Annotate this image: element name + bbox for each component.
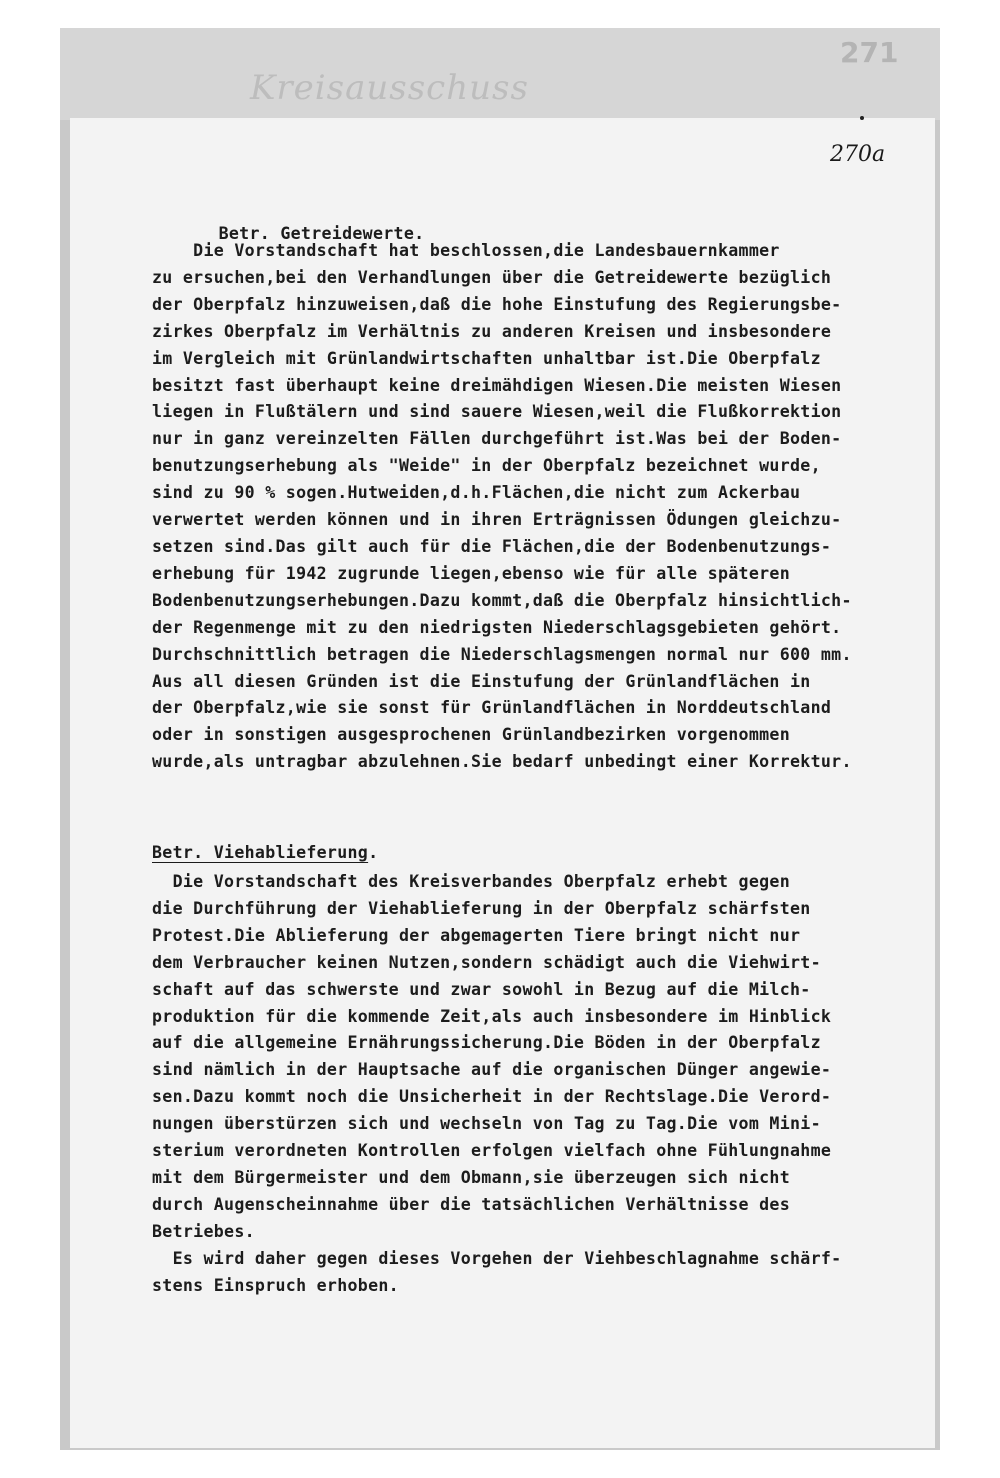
text-line: der Oberpfalz hinzuweisen,daß die hohe Einstufung des Regierungsbe-	[152, 294, 842, 314]
section-body-viehablieferung	[152, 869, 841, 1300]
text-line: sind nämlich in der Hauptsache auf die organischen Dünger angewie-	[152, 1060, 832, 1080]
text-line: wurde,als untragbar abzulehnen.Sie bedarf unbedingt einer Korrektur.	[152, 752, 852, 772]
text-line: liegen in Flußtälern und sind sauere Wiesen,weil die Flußkorrektion	[152, 402, 842, 422]
section-heading-viehablieferung	[152, 843, 378, 862]
ink-dot	[860, 116, 864, 120]
text-line: die Durchführung der Viehablieferung in der Oberpfalz schärfsten	[152, 898, 811, 918]
text-line: Aus all diesen Gründen ist die Einstufung der Grünlandflächen in	[152, 671, 811, 691]
page-number: 270a	[830, 142, 886, 167]
faint-handwritten-note: Kreisausschuss	[250, 68, 529, 108]
text-line: Betriebes.	[152, 1221, 255, 1241]
text-line: Bodenbenutzungserhebungen.Dazu kommt,daß die Oberpfalz hinsichtlich-	[152, 590, 852, 610]
text-line: nungen überstürzen sich und wechseln von Tag zu Tag.Die vom Mini-	[152, 1114, 821, 1134]
text-line: oder in sonstigen ausgesprochenen Grünlandbezirken vorgenommen	[152, 725, 790, 745]
text-line: der Regenmenge mit zu den niedrigsten Niederschlagsgebieten gehört.	[152, 617, 842, 637]
text-line: mit dem Bürgermeister und dem Obmann,sie überzeugen sich nicht	[152, 1167, 790, 1187]
text-line: im Vergleich mit Grünlandwirtschaften unhaltbar ist.Die Oberpfalz	[152, 348, 821, 368]
text-line: zirkes Oberpfalz im Verhältnis zu anderen Kreisen und insbesondere	[152, 321, 832, 341]
text-line: Es wird daher gegen dieses Vorgehen der Viehbeschlagnahme schärf-	[152, 1248, 842, 1268]
text-line: auf die allgemeine Ernährungssicherung.Die Böden in der Oberpfalz	[152, 1033, 821, 1053]
text-line: sind zu 90 % sogen.Hutweiden,d.h.Flächen,die nicht zum Ackerbau	[152, 483, 801, 503]
text-line: sen.Dazu kommt noch die Unsicherheit in der Rechtslage.Die Verord-	[152, 1087, 832, 1107]
section2-heading-text: Betr. Viehablieferung	[152, 843, 369, 862]
text-line: durch Augenscheinnahme über die tatsächlichen Verhältnisse des	[152, 1194, 790, 1214]
text-line: nur in ganz vereinzelten Fällen durchgeführt ist.Was bei der Boden-	[152, 429, 842, 449]
text-line: sterium verordneten Kontrollen erfolgen vielfach ohne Fühlungnahme	[152, 1141, 832, 1161]
text-line: benutzungserhebung als "Weide" in der Oberpfalz bezeichnet wurde,	[152, 456, 821, 476]
text-line: stens Einspruch erhoben.	[152, 1275, 399, 1295]
section1-heading-text: Betr. Getreidewerte.	[218, 224, 425, 243]
text-line: Protest.Die Ablieferung der abgemagerten Tiere bringt nicht nur	[152, 925, 801, 945]
text-line: setzen sind.Das gilt auch für die Flächen,die der Bodenbenutzungs-	[152, 536, 832, 556]
text-line: Durchschnittlich betragen die Niederschlagsmengen normal nur 600 mm.	[152, 644, 852, 664]
text-line: verwertet werden können und in ihren Erträgnissen Ödungen gleichzu-	[152, 510, 842, 530]
section-body-getreidewerte	[152, 238, 852, 776]
text-line: erhebung für 1942 zugrunde liegen,ebenso wie für alle späteren	[152, 563, 790, 583]
text-line: dem Verbraucher keinen Nutzen,sondern schädigt auch die Viehwirt-	[152, 952, 821, 972]
text-line: besitzt fast überhaupt keine dreimähdigen Wiesen.Die meisten Wiesen	[152, 375, 842, 395]
section2-heading-suffix: .	[368, 843, 379, 862]
text-line: zu ersuchen,bei den Verhandlungen über die Getreidewerte bezüglich	[152, 267, 832, 287]
faint-page-number: 271	[840, 36, 899, 69]
text-line: Die Vorstandschaft des Kreisverbandes Oberpfalz erhebt gegen	[152, 872, 790, 891]
text-line: produktion für die kommende Zeit,als auch insbesondere im Hinblick	[152, 1006, 832, 1026]
text-line: der Oberpfalz,wie sie sonst für Grünlandflächen in Norddeutschland	[152, 698, 832, 718]
text-line: schaft auf das schwerste und zwar sowohl in Bezug auf die Milch-	[152, 979, 811, 999]
text-line: Die Vorstandschaft hat beschlossen,die Landesbauernkammer	[152, 241, 780, 260]
